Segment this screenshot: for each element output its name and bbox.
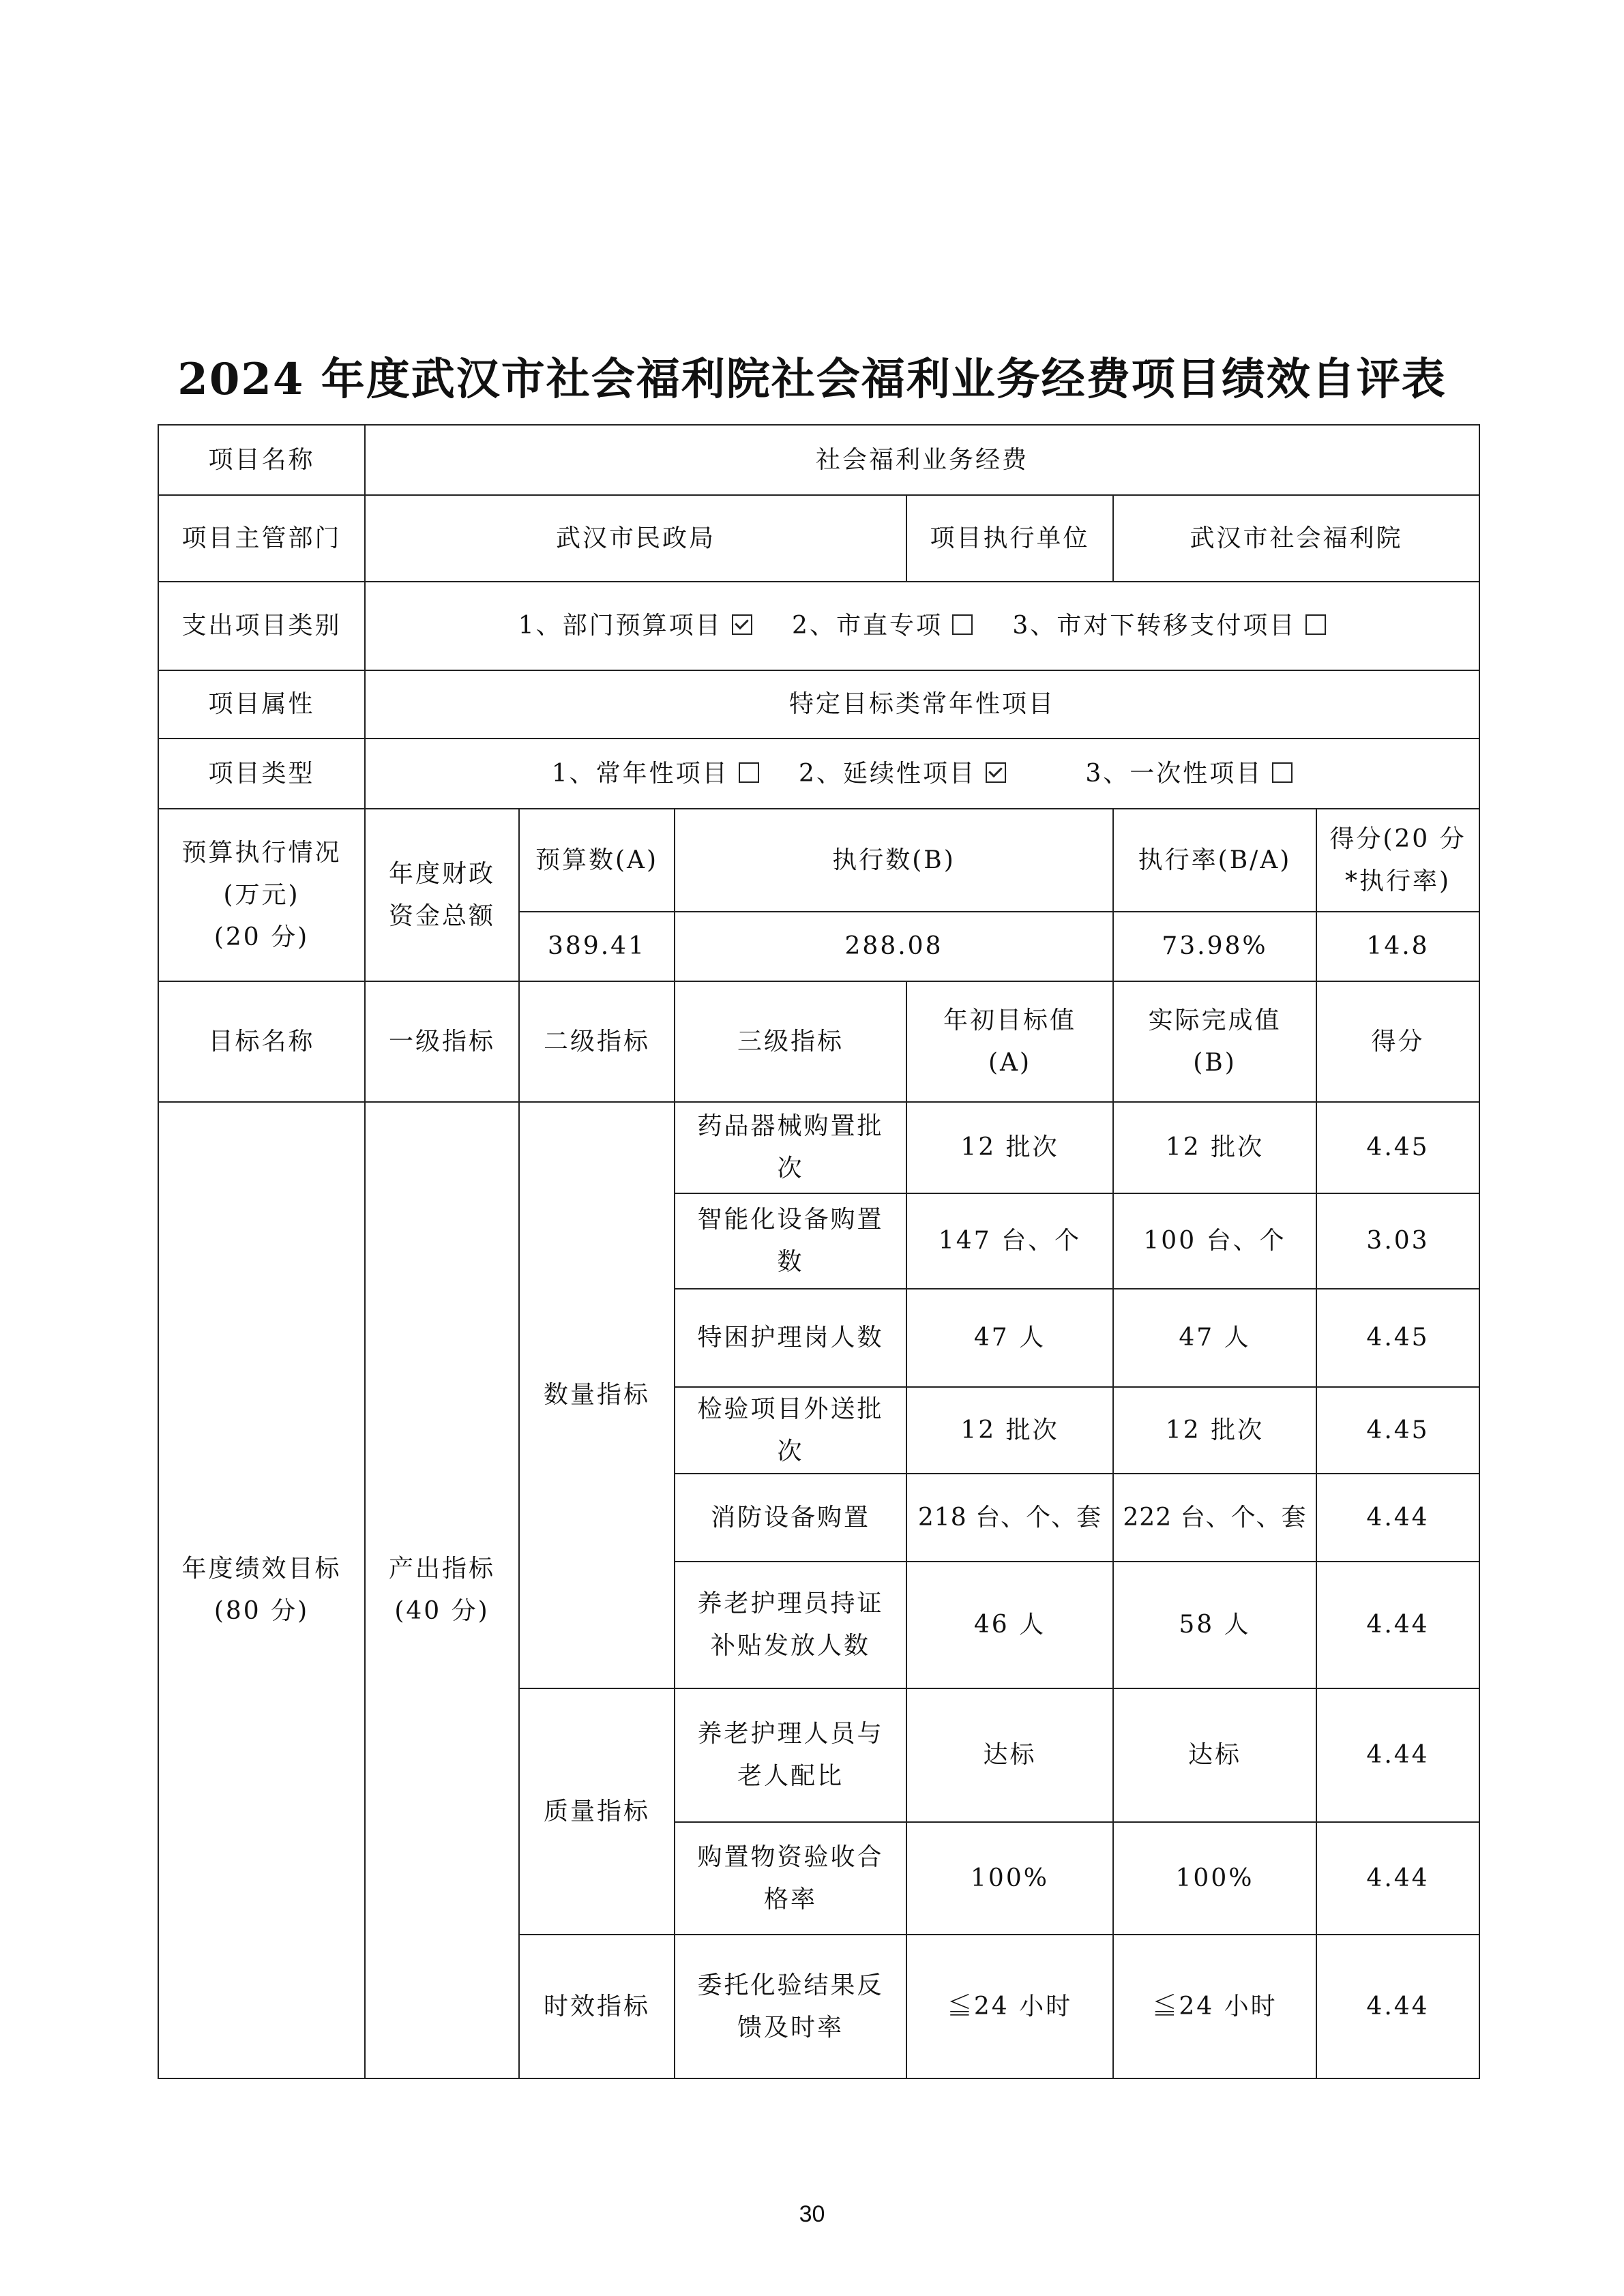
row-attribute [158,670,1479,739]
category-option: 2、市直专项 [792,605,973,647]
row-project-name [158,425,1479,495]
indicator-actual: 达标 [1113,1688,1316,1822]
exec-header: 执行数(B) [675,809,1113,912]
indicator-target: 147 台、个 [906,1193,1113,1289]
empty-box-icon[interactable] [952,614,973,635]
indicator-name: 药品器械购置批 次 [675,1102,906,1193]
indicator-actual: 58 人 [1113,1562,1316,1688]
level2-header: 二级指标 [519,981,675,1102]
project-name-label: 项目名称 [158,425,365,495]
budget-score-value: 14.8 [1316,912,1479,981]
indicator-name: 消防设备购置 [675,1474,906,1562]
indicator-score: 4.44 [1316,1822,1479,1935]
indicator-target: 218 台、个、套 [906,1474,1113,1562]
annual-target-label: 年度绩效目标 (80 分) [158,1102,365,2078]
type-options [365,739,1479,809]
dept-label: 项目主管部门 [158,495,365,582]
initial-target-header: 年初目标值 (A) [906,981,1113,1102]
indicator-score: 4.44 [1316,1688,1479,1822]
rate-value: 73.98% [1113,912,1316,981]
indicator-actual: 47 人 [1113,1289,1316,1387]
row-type [158,739,1479,809]
indicator-actual: 222 台、个、套 [1113,1474,1316,1562]
row-budget-header [158,809,1479,912]
row-indicator-headers [158,981,1479,1102]
indicator-actual: 100 台、个 [1113,1193,1316,1289]
indicator-actual: 12 批次 [1113,1102,1316,1193]
attribute-value: 特定目标类常年性项目 [365,670,1479,739]
actual-value-header: 实际完成值 (B) [1113,981,1316,1102]
indicator-actual: 12 批次 [1113,1387,1316,1474]
indicator-target: 100% [906,1822,1113,1935]
indicator-score: 3.03 [1316,1193,1479,1289]
row-department [158,495,1479,582]
indicator-target: 达标 [906,1688,1113,1822]
type-label: 项目类型 [158,739,365,809]
indicator-target: 47 人 [906,1289,1113,1387]
indicator-score: 4.45 [1316,1387,1479,1474]
category-option: 3、市对下转移支付项目 [1012,605,1326,647]
indicator-name: 检验项目外送批 次 [675,1387,906,1474]
table-row [158,1102,1479,1193]
page-title: 2024 年度武汉市社会福利院社会福利业务经费项目绩效自评表 [177,354,1447,405]
indicator-actual: 100% [1113,1822,1316,1935]
indicator-name: 智能化设备购置 数 [675,1193,906,1289]
exec-unit-label: 项目执行单位 [906,495,1113,582]
exec-value: 288.08 [675,912,1113,981]
level3-header: 三级指标 [675,981,906,1102]
indicator-name: 委托化验结果反 馈及时率 [675,1935,906,2078]
indicator-name: 特困护理岗人数 [675,1289,906,1387]
indicator-score: 4.45 [1316,1102,1479,1193]
page-number: 30 [799,2201,825,2227]
category-label: 支出项目类别 [158,582,365,670]
budget-total-label: 年度财政 资金总额 [365,809,519,981]
score-header: 得分 [1316,981,1479,1102]
budget-value: 389.41 [519,912,675,981]
budget-header: 预算数(A) [519,809,675,912]
quantity-group-label: 数量指标 [519,1102,675,1688]
indicator-target: 12 批次 [906,1387,1113,1474]
indicator-score: 4.44 [1316,1474,1479,1562]
checked-box-icon[interactable] [986,762,1006,783]
type-option: 1、常年性项目 [552,753,759,795]
indicator-name: 购置物资验收合 格率 [675,1822,906,1935]
row-category [158,582,1479,670]
indicator-target: 12 批次 [906,1102,1113,1193]
exec-unit-value: 武汉市社会福利院 [1113,495,1479,582]
dept-value: 武汉市民政局 [365,495,906,582]
empty-box-icon[interactable] [739,762,759,783]
empty-box-icon[interactable] [1305,614,1326,635]
budget-label: 预算执行情况 (万元) (20 分) [158,809,365,981]
empty-box-icon[interactable] [1272,762,1293,783]
target-name-header: 目标名称 [158,981,365,1102]
level1-header: 一级指标 [365,981,519,1102]
quality-group-label: 质量指标 [519,1688,675,1935]
budget-score-header: 得分(20 分 *执行率) [1316,809,1479,912]
indicator-name: 养老护理员持证 补贴发放人数 [675,1562,906,1688]
indicator-score: 4.45 [1316,1289,1479,1387]
output-indicator-label: 产出指标 (40 分) [365,1102,519,2078]
category-options [365,582,1479,670]
checked-box-icon[interactable] [732,614,752,635]
indicator-target: ≦24 小时 [906,1935,1113,2078]
type-option: 3、一次性项目 [1085,753,1293,795]
indicator-name: 养老护理人员与 老人配比 [675,1688,906,1822]
indicator-target: 46 人 [906,1562,1113,1688]
indicator-score: 4.44 [1316,1562,1479,1688]
type-option: 2、延续性项目 [799,753,1006,795]
attribute-label: 项目属性 [158,670,365,739]
category-option: 1、部门预算项目 [518,605,752,647]
indicator-actual: ≦24 小时 [1113,1935,1316,2078]
evaluation-table [158,424,1480,2079]
timeliness-group-label: 时效指标 [519,1935,675,2078]
project-name-value: 社会福利业务经费 [365,425,1479,495]
indicator-score: 4.44 [1316,1935,1479,2078]
rate-header: 执行率(B/A) [1113,809,1316,912]
